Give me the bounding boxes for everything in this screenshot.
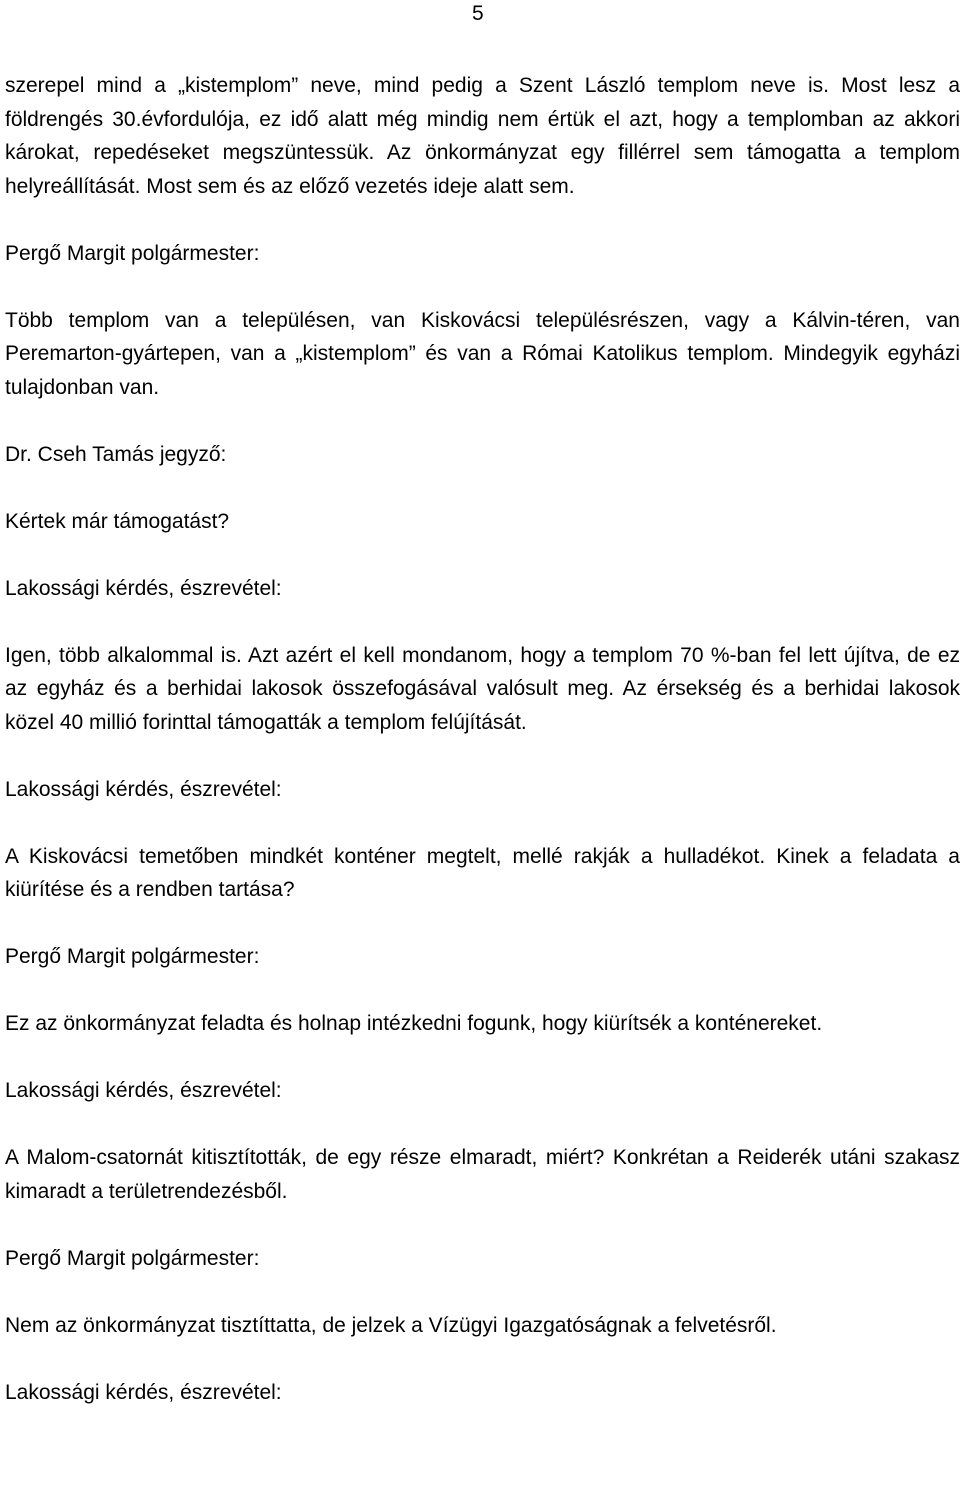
speaker-notary: Dr. Cseh Tamás jegyző: [5,442,227,466]
paragraph-cemetery-containers: A Kiskovácsi temetőben mindkét konténer megtelt, mellé rakják a hulladékot. Kinek a feladata a kiürítése és a rendben tartása? [5,844,960,901]
speaker-public: Lakossági kérdés, észrevétel: [5,777,282,801]
speaker-mayor: Pergő Margit polgármester: [5,1246,260,1270]
paragraph-canal-answer: Nem az önkormányzat tisztíttatta, de jelzek a Vízügyi Igazgatóságnak a felvetésről. [5,1313,777,1337]
paragraph-canal-question: A Malom-csatornát kitisztították, de egy része elmaradt, miért? Konkrétan a Reiderék utáni szakasz kimaradt a területrendezésből. [5,1146,960,1203]
paragraph-church-damage: szerepel mind a „kistemplom” neve, mind pedig a Szent László templom neve is. Most lesz a földrengés 30.évfordulója, ez idő alatt még mindig nem értük el azt, hogy a templomban az akkori károkat, repedéseket megszüntessük. Az önkormányzat egy fillérrel sem támogatta a templom helyreállítását. Most sem és az előző vezetés ideje alatt sem. [5,74,960,198]
document-body [5,69,960,1409]
speaker-mayor: Pergő Margit polgármester: [5,241,260,265]
paragraph-renovation: Igen, több alkalommal is. Azt azért el kell mondanom, hogy a templom 70 %-ban fel lett újítva, de ez az egyház és a berhidai lakosok összefogásával valósult meg. Az érsekség és a berhidai lakosok közel 40 millió forinttal támogatták a templom felújítását. [5,643,960,734]
paragraph-container-answer: Ez az önkormányzat feladta és holnap intézkedni fogunk, hogy kiürítsék a konténereket. [5,1012,823,1035]
speaker-public: Lakossági kérdés, észrevétel: [5,576,282,600]
paragraph-question-support: Kértek már támogatást? [5,509,230,533]
speaker-mayor: Pergő Margit polgármester: [5,945,260,968]
speaker-public: Lakossági kérdés, észrevétel: [5,1079,282,1102]
page-number: 5 [472,2,484,25]
speaker-public: Lakossági kérdés, észrevétel: [5,1380,282,1404]
paragraph-churches-list: Több templom van a településen, van Kiskovácsi településrészen, vagy a Kálvin-téren, van Peremarton-gyártepen, van a „kistemplom” és van a Római Katolikus templom. Mindegyik egyházi tulajdonban van. [5,308,960,399]
